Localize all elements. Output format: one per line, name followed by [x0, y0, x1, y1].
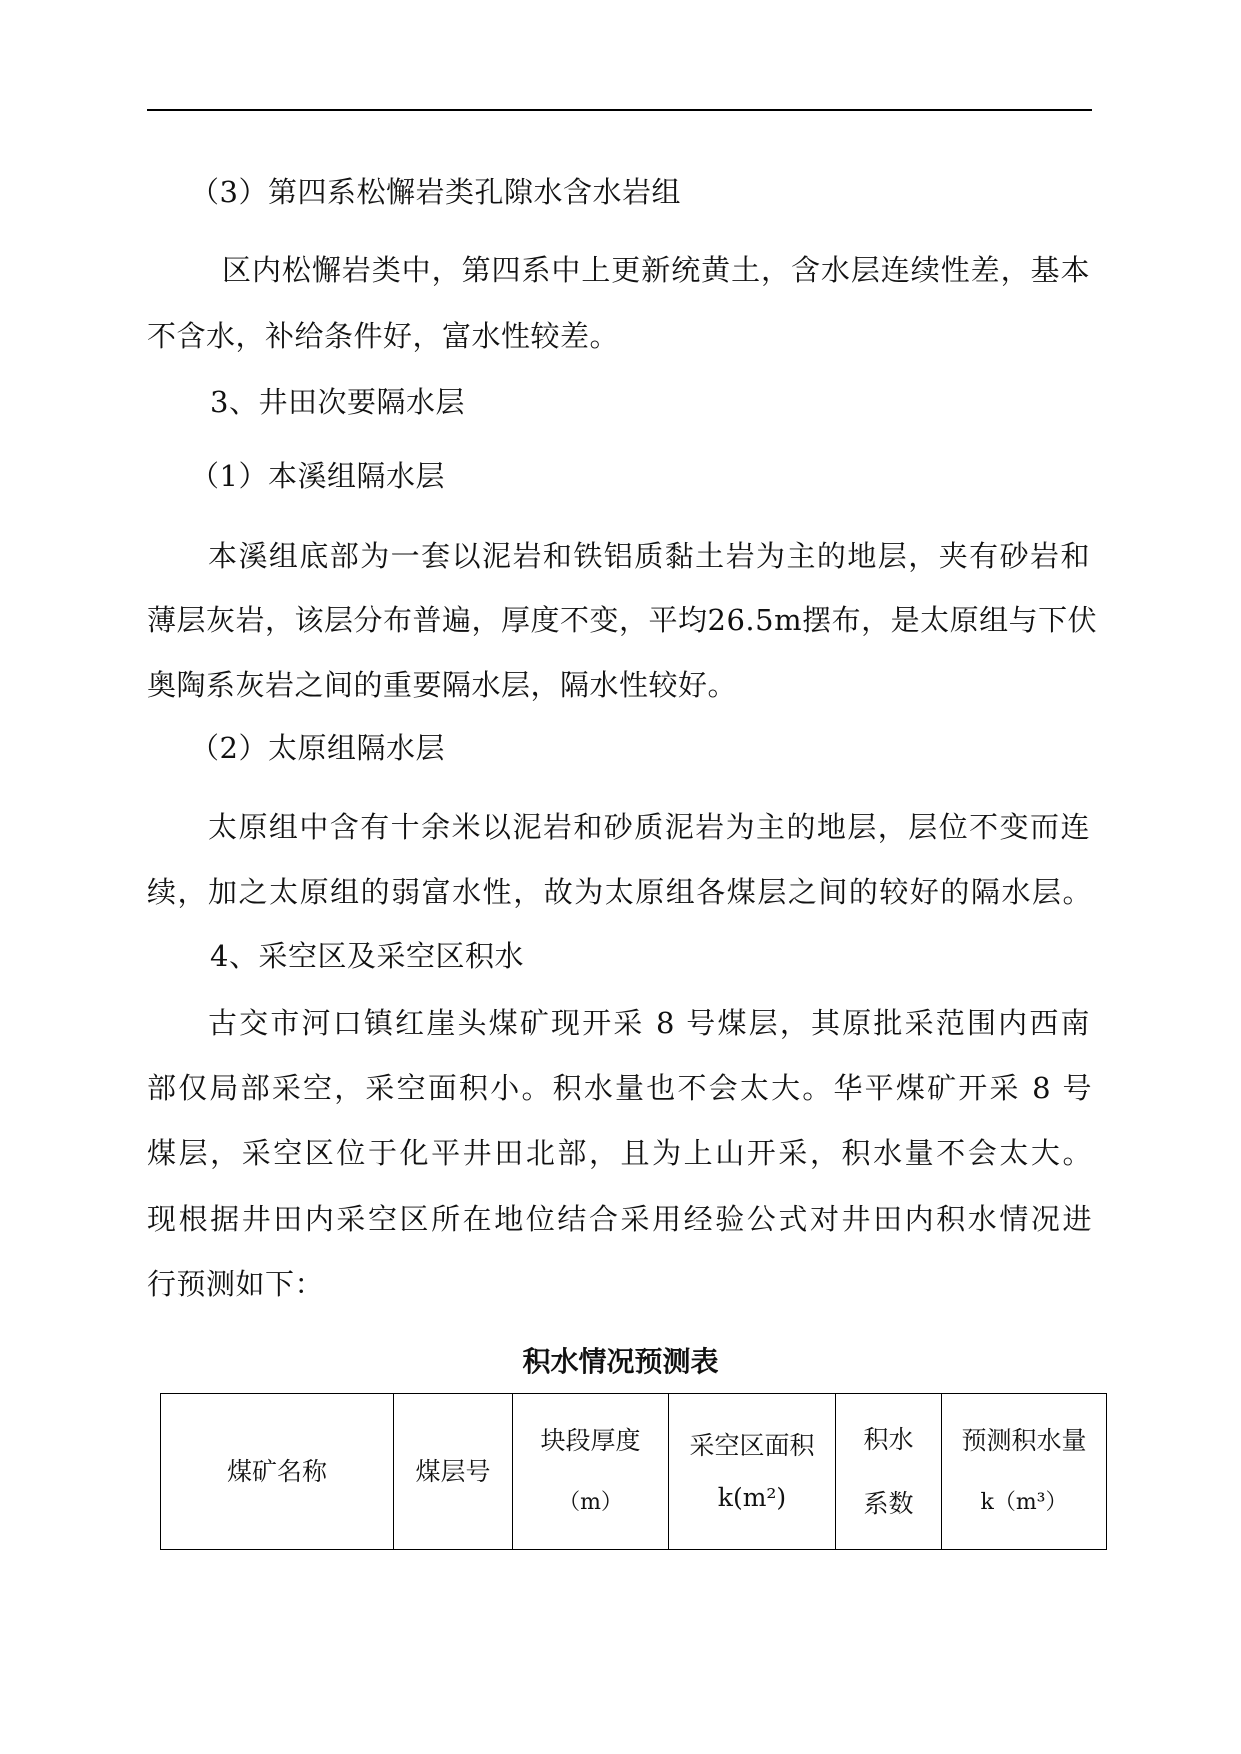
paragraph-line: 古交市河口镇红崖头煤矿现开采 8 号煤层，其原批采范围内西南 [208, 1006, 1090, 1040]
paragraph-line: 本溪组底部为一套以泥岩和铁铝质黏土岩为主的地层，夹有砂岩和 [208, 539, 1090, 573]
paragraph-line: 现根据井田内采空区所在地位结合采用经验公式对井田内积水情况进 [147, 1202, 1092, 1236]
paragraph-line: 部仅局部采空，采空面积小。积水量也不会太大。华平煤矿开采 8 号 [147, 1071, 1092, 1105]
subsection-heading-benxi: （1）本溪组隔水层 [190, 459, 445, 493]
paragraph-line: 薄层灰岩，该层分布普遍，厚度不变，平均26.5m摆布，是太原组与下伏 [147, 603, 1098, 637]
header-rule [147, 109, 1092, 111]
header-seam-no: 煤层号 [394, 1394, 513, 1550]
paragraph-line: 煤层，采空区位于化平井田北部，且为上山开采，积水量不会太大。 [147, 1136, 1092, 1170]
paragraph-line: 太原组中含有十余米以泥岩和砂质泥岩为主的地层，层位不变而连 [208, 810, 1090, 844]
table-caption: 积水情况预测表 [522, 1345, 719, 1378]
paragraph-line: 奥陶系灰岩之间的重要隔水层，隔水性较好。 [147, 668, 738, 702]
paragraph-line: 行预测如下： [147, 1267, 325, 1301]
header-predicted-volume: 预测积水量 k（m³） [942, 1394, 1107, 1550]
subsection-heading-quaternary: （3）第四系松懈岩类孔隙水含水岩组 [190, 175, 681, 209]
table-header-row [161, 1394, 1107, 1550]
header-goaf-area: 采空区面积 k(m²) [669, 1394, 836, 1550]
water-forecast-table [160, 1393, 1107, 1550]
header-mine-name: 煤矿名称 [161, 1394, 394, 1550]
header-water-coefficient: 积水 系数 [836, 1394, 942, 1550]
subsection-heading-taiyuan: （2）太原组隔水层 [190, 731, 445, 765]
header-thickness: 块段厚度 （m） [513, 1394, 669, 1550]
section-heading-goaf: 4、采空区及采空区积水 [210, 939, 524, 973]
paragraph-line: 区内松懈岩类中，第四系中上更新统黄土，含水层连续性差，基本 [222, 253, 1090, 287]
paragraph-line: 续，加之太原组的弱富水性，故为太原组各煤层之间的较好的隔水层。 [147, 875, 1092, 909]
section-heading-aquitard: 3、井田次要隔水层 [210, 385, 465, 419]
paragraph-line: 不含水，补给条件好，富水性较差。 [147, 319, 620, 353]
